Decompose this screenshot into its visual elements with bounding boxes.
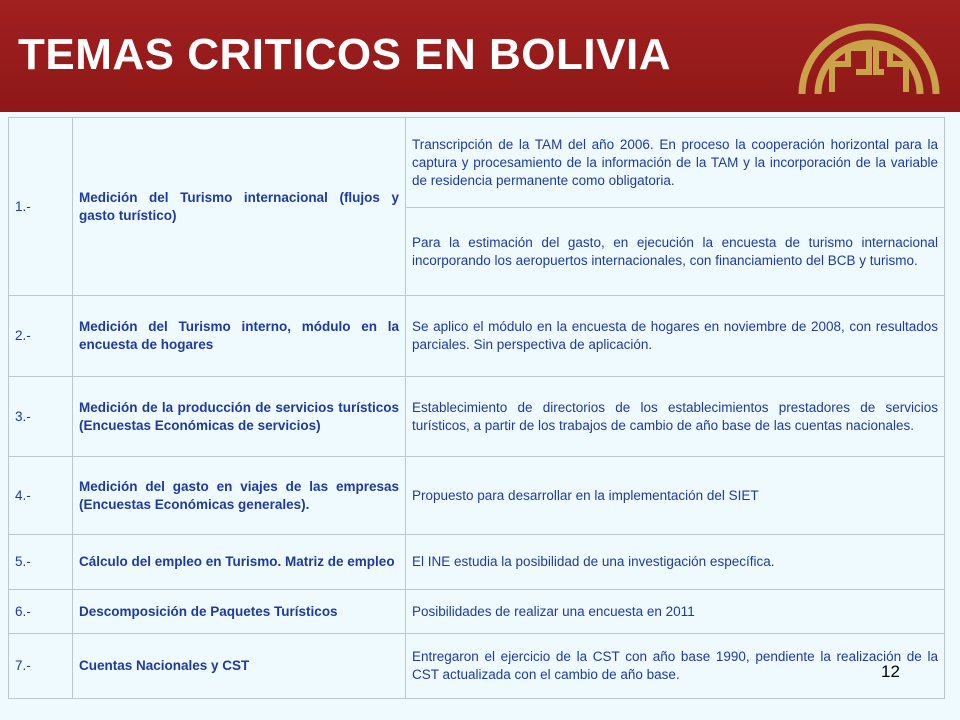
table-row — [9, 590, 945, 634]
page-number: 12 — [881, 662, 900, 681]
description-cell: Posibilidades de realizar una encuesta en 2011 — [406, 590, 945, 634]
description-cell: El INE estudia la posibilidad de una investigación específica. — [406, 535, 945, 590]
description-cell: Establecimiento de directorios de los establecimientos prestadores de servicios turísticos, a partir de los trabajos de cambio de año base de las cuentas nacionales. — [406, 377, 945, 457]
row-number: 4.- — [9, 457, 73, 535]
table-row — [9, 535, 945, 590]
title-banner — [0, 0, 960, 112]
description-cell: Transcripción de la TAM del año 2006. En proceso la cooperación horizontal para la captura y procesamiento de la información de la TAM y la incorporación de la variable de residencia permanente como obligatoria. — [406, 118, 945, 208]
topic-cell: Medición del Turismo internacional (flujos y gasto turístico) — [73, 118, 406, 296]
table-row — [9, 634, 945, 699]
page-title: TEMAS CRITICOS EN BOLIVIA — [18, 30, 671, 79]
table-row — [9, 457, 945, 535]
row-number: 6.- — [9, 590, 73, 634]
topic-cell: Medición de la producción de servicios turísticos (Encuestas Económicas de servicios) — [73, 377, 406, 457]
andean-community-logo-icon — [796, 12, 942, 98]
row-number: 7.- — [9, 634, 73, 699]
description-cell: Entregaron el ejercicio de la CST con año base 1990, pendiente la realización de la CST actualizada con el cambio de año base. — [406, 634, 945, 699]
topic-cell: Descomposición de Paquetes Turísticos — [73, 590, 406, 634]
description-cell: Para la estimación del gasto, en ejecución la encuesta de turismo internacional incorporando los aeropuertos internacionales, con financiamiento del BCB y turismo. — [406, 208, 945, 296]
topic-cell: Cálculo del empleo en Turismo. Matriz de empleo — [73, 535, 406, 590]
topic-cell: Cuentas Nacionales y CST — [73, 634, 406, 699]
table-row — [9, 118, 945, 208]
description-cell: Se aplico el módulo en la encuesta de hogares en noviembre de 2008, con resultados parciales. Sin perspectiva de aplicación. — [406, 296, 945, 377]
topic-cell: Medición del gasto en viajes de las empresas (Encuestas Económicas generales). — [73, 457, 406, 535]
table-row — [9, 377, 945, 457]
topic-cell: Medición del Turismo interno, módulo en la encuesta de hogares — [73, 296, 406, 377]
description-cell: Propuesto para desarrollar en la implementación del SIET — [406, 457, 945, 535]
row-number: 3.- — [9, 377, 73, 457]
row-number: 1.- — [9, 118, 73, 296]
table-row — [9, 296, 945, 377]
row-number: 5.- — [9, 535, 73, 590]
critical-topics-table — [8, 117, 945, 699]
row-number: 2.- — [9, 296, 73, 377]
